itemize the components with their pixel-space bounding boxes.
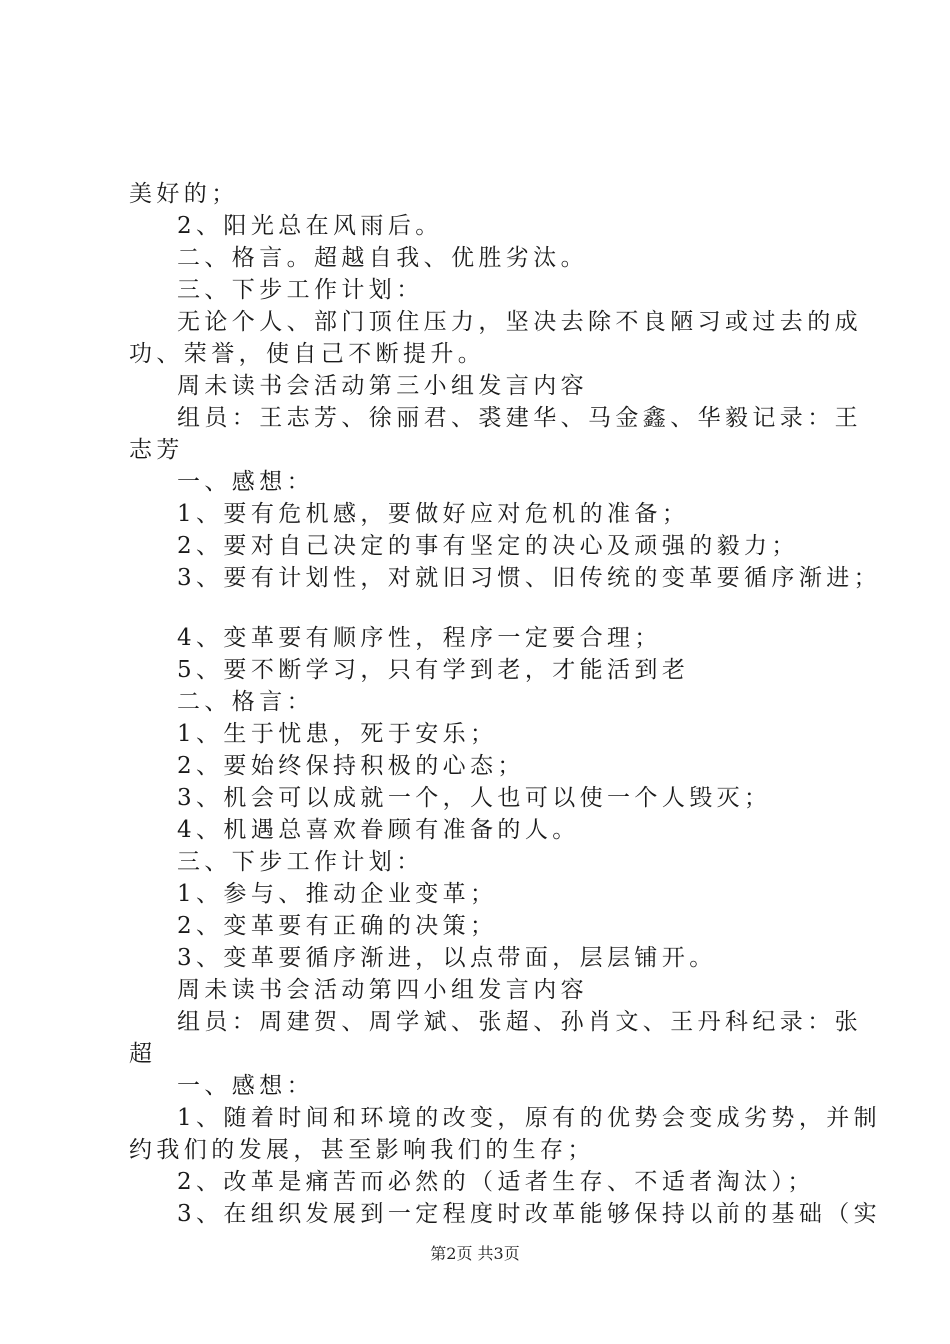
members-line: 组员：周建贺、周学斌、张超、孙肖文、王丹科纪录：张: [177, 1009, 862, 1035]
members-line: 组员：王志芳、徐丽君、裘建华、马金鑫、华毅记录：王: [177, 405, 862, 431]
text-line: 三、下步工作计划：: [177, 277, 424, 303]
text-line: 无论个人、部门顶住压力，坚决去除不良陋习或过去的成: [177, 309, 862, 335]
text-line: 美好的；: [129, 181, 239, 207]
subheading: 一、感想：: [177, 1073, 314, 1099]
list-item: 3、机会可以成就一个，人也可以使一个人毁灭；: [177, 785, 772, 811]
section-heading: 周未读书会活动第四小组发言内容: [177, 977, 588, 1003]
list-item: 1、随着时间和环境的改变，原有的优势会变成劣势，并制: [177, 1105, 882, 1131]
list-item: 4、机遇总喜欢眷顾有准备的人。: [177, 817, 580, 843]
list-item: 1、参与、推动企业变革；: [177, 881, 498, 907]
list-item: 2、改革是痛苦而必然的（适者生存、不适者淘汰）；: [177, 1169, 815, 1195]
blank-line: [129, 594, 831, 622]
text-line: 二、格言。超越自我、优胜劣汰。: [177, 245, 588, 271]
list-item: 3、在组织发展到一定程度时改革能够保持以前的基础（实: [177, 1201, 882, 1227]
text-line: 志芳: [129, 437, 184, 463]
page-footer: 第2页 共3页: [430, 1244, 520, 1263]
list-item: 2、要对自己决定的事有坚定的决心及顽强的毅力；: [177, 533, 799, 559]
subheading: 三、下步工作计划：: [177, 849, 424, 875]
subheading: 一、感想：: [177, 469, 314, 495]
list-item: 2、要始终保持积极的心态；: [177, 753, 525, 779]
text-line: 约我们的发展，甚至影响我们的生存；: [129, 1137, 595, 1163]
list-item: 3、变革要循序渐进，以点带面，层层铺开。: [177, 945, 717, 971]
list-item: 4、变革要有顺序性，程序一定要合理；: [177, 625, 662, 651]
section-heading: 周未读书会活动第三小组发言内容: [177, 373, 588, 399]
list-item: 1、生于忧患，死于安乐；: [177, 721, 498, 747]
text-line: 2、阳光总在风雨后。: [177, 213, 443, 239]
list-item: 5、要不断学习，只有学到老，才能活到老: [177, 657, 690, 683]
list-item: 1、要有危机感，要做好应对危机的准备；: [177, 501, 690, 527]
list-item: 3、要有计划性，对就旧习惯、旧传统的变革要循序渐进；: [177, 565, 882, 591]
list-item: 2、变革要有正确的决策；: [177, 913, 498, 939]
subheading: 二、格言：: [177, 689, 314, 715]
text-line: 功、荣誉，使自己不断提升。: [129, 341, 486, 367]
text-line: 超: [129, 1041, 157, 1067]
document-body: [129, 178, 882, 1230]
